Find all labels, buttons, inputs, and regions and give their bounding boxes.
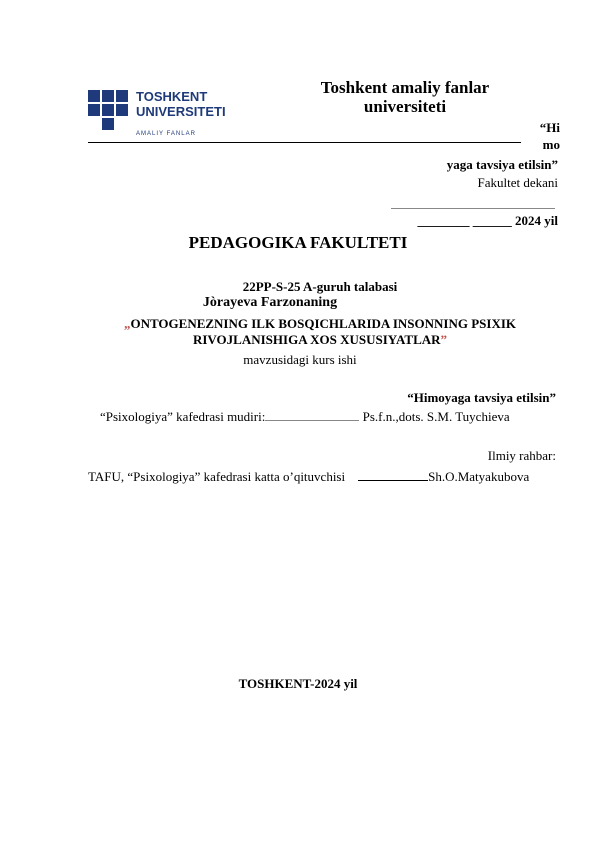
approval-hi: “Hi bbox=[539, 120, 560, 135]
logo-line2: UNIVERSITETI bbox=[136, 104, 226, 119]
header-divider bbox=[88, 142, 521, 143]
topic-close-quote: ” bbox=[440, 332, 448, 347]
university-logo-mark bbox=[88, 90, 263, 140]
topic-subtitle: mavzusidagi kurs ishi bbox=[243, 352, 357, 367]
topic-open-quote: „ bbox=[123, 316, 131, 331]
university-name-line2: universiteti bbox=[363, 97, 447, 116]
supervisor-signature-line bbox=[358, 468, 428, 481]
dean-signature-line bbox=[391, 208, 555, 209]
topic-line2-text: RIVOJLANISHIGA XOS XUSUSIYATLAR bbox=[192, 332, 441, 347]
approval-title-fragment bbox=[520, 119, 560, 153]
supervisor-row bbox=[88, 468, 558, 485]
logo-line3: AMALIY FANLAR bbox=[136, 131, 196, 137]
topic-line2 bbox=[90, 332, 550, 348]
topic-line1-text: ONTOGENEZNING ILK BOSQICHLARIDA INSONNING PSIXIK bbox=[130, 316, 516, 331]
department-head-label: “Psixologiya” kafedrasi mudiri: bbox=[100, 409, 266, 424]
university-name-line1: Toshkent amaliy fanlar bbox=[320, 78, 490, 97]
supervisor-position: TAFU, “Psixologiya” kafedrasi katta o’qituvchisi bbox=[88, 469, 346, 484]
student-name: Jòrayeva Farzonaning bbox=[202, 295, 338, 310]
approval-date: ________ ______ 2024 yil bbox=[417, 213, 558, 228]
approval-mo: mo bbox=[542, 137, 560, 152]
dean-label: Fakultet dekani bbox=[477, 175, 558, 190]
logo-line1: TOSHKENT bbox=[136, 90, 208, 104]
defense-title: “Himoyaga tavsiya etilsin” bbox=[407, 390, 556, 405]
department-head-row bbox=[100, 408, 556, 425]
approval-title-rest: yaga tavsiya etilsin” bbox=[446, 157, 558, 172]
student-group: 22PP-S-25 A-guruh talabasi bbox=[242, 279, 398, 294]
faculty-title: PEDAGOGIKA FAKULTETI bbox=[188, 233, 408, 252]
department-head-name: Ps.f.n.,dots. S.M. Tuychieva bbox=[362, 409, 510, 424]
topic-line1 bbox=[90, 316, 550, 332]
footer-city-year: TOSHKENT-2024 yil bbox=[238, 676, 358, 691]
supervisor-name: Sh.O.Matyakubova bbox=[428, 469, 530, 484]
department-head-signature-line bbox=[265, 408, 359, 421]
university-logo bbox=[88, 90, 263, 140]
supervisor-title: Ilmiy rahbar: bbox=[487, 448, 556, 463]
